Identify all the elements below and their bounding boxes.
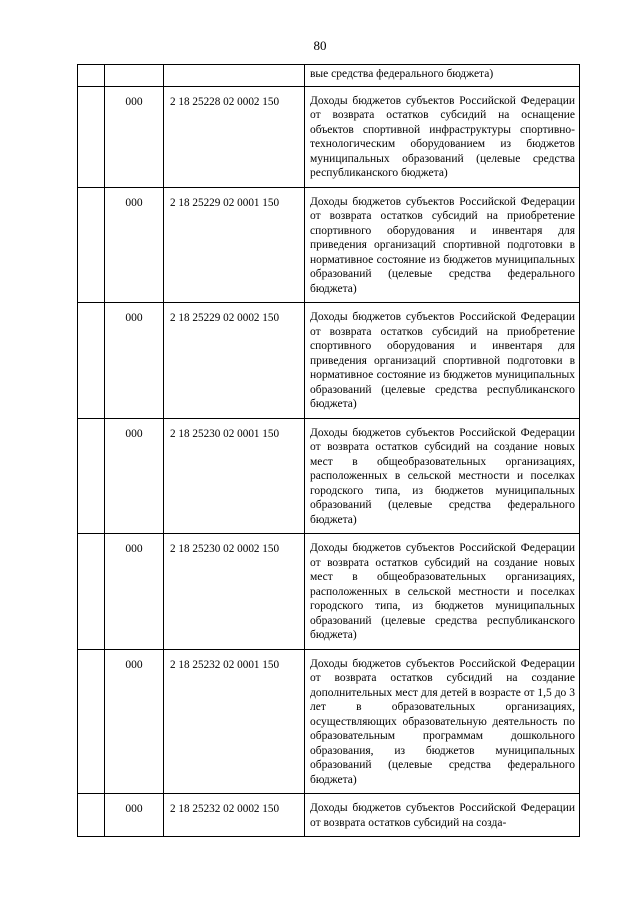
description-cell: Доходы бюджетов субъектов Российской Федерации от возврата остатков субсидий на создание дополнительных мест для детей в возрасте от 1,5 до 3 лет в образовательных организациях, осуществляющих образовательную деятельность по образовательным программам дошкольного образования, из бюджетов муниципальных образований (целевые средства федерального бюджета) xyxy=(305,649,580,794)
budget-code-cell xyxy=(164,65,305,87)
empty-cell xyxy=(78,86,105,187)
budget-code-cell: 2 18 25229 02 0001 150 xyxy=(164,187,305,303)
admin-code-cell xyxy=(105,65,164,87)
empty-cell xyxy=(78,794,105,837)
empty-cell xyxy=(78,187,105,303)
admin-code-cell: 000 xyxy=(105,86,164,187)
description-cell: Доходы бюджетов субъектов Российской Федерации от возврата остатков субсидий на приобретение спортивного оборудования и инвентаря для приведения организаций спортивной подготовки в нормативное состояние из бюджетов муниципальных образований (целевые средства федерального бюджета) xyxy=(305,187,580,303)
page-number: 80 xyxy=(313,38,327,53)
description-cell: Доходы бюджетов субъектов Российской Федерации от возврата остатков субсидий на создание новых мест в общеобразовательных организациях, расположенных в сельской местности и поселках городского типа, из бюджетов муниципальных образований (целевые средства республиканского бюджета) xyxy=(305,534,580,650)
budget-code-cell: 2 18 25230 02 0002 150 xyxy=(164,534,305,650)
empty-cell xyxy=(78,534,105,650)
admin-code-cell: 000 xyxy=(105,794,164,837)
table-body xyxy=(78,65,580,837)
empty-cell xyxy=(78,649,105,794)
empty-cell xyxy=(78,418,105,534)
table-row xyxy=(78,794,580,837)
table-row xyxy=(78,86,580,187)
budget-codes-table xyxy=(77,64,580,837)
admin-code-cell: 000 xyxy=(105,187,164,303)
table-row xyxy=(78,418,580,534)
admin-code-cell: 000 xyxy=(105,303,164,419)
description-cell: Доходы бюджетов субъектов Российской Федерации от возврата остатков субсидий на оснащение объектов спортивной инфраструктуры спортивно-технологическим оборудованием из бюджетов муниципальных образований (целевые средства республиканского бюджета) xyxy=(305,86,580,187)
empty-cell xyxy=(78,303,105,419)
table-row xyxy=(78,534,580,650)
admin-code-cell: 000 xyxy=(105,418,164,534)
empty-cell xyxy=(78,65,105,87)
table-row xyxy=(78,187,580,303)
table-row xyxy=(78,649,580,794)
budget-code-cell: 2 18 25230 02 0001 150 xyxy=(164,418,305,534)
admin-code-cell: 000 xyxy=(105,649,164,794)
description-cell: Доходы бюджетов субъектов Российской Федерации от возврата остатков субсидий на созда- xyxy=(305,794,580,837)
budget-code-cell: 2 18 25232 02 0001 150 xyxy=(164,649,305,794)
description-cell: Доходы бюджетов субъектов Российской Федерации от возврата остатков субсидий на приобретение спортивного оборудования и инвентаря для приведения организаций спортивной подготовки в нормативное состояние из бюджетов муниципальных образований (целевые средства республиканского бюджета) xyxy=(305,303,580,419)
budget-code-cell: 2 18 25232 02 0002 150 xyxy=(164,794,305,837)
budget-code-cell: 2 18 25229 02 0002 150 xyxy=(164,303,305,419)
admin-code-cell: 000 xyxy=(105,534,164,650)
table-row xyxy=(78,65,580,87)
description-cell: Доходы бюджетов субъектов Российской Федерации от возврата остатков субсидий на создание новых мест в общеобразовательных организациях, расположенных в сельской местности и поселках городского типа, из бюджетов муниципальных образований (целевые средства федерального бюджета) xyxy=(305,418,580,534)
table-row xyxy=(78,303,580,419)
budget-code-cell: 2 18 25228 02 0002 150 xyxy=(164,86,305,187)
continuation-text: вые средства федерального бюджета) xyxy=(305,65,580,87)
